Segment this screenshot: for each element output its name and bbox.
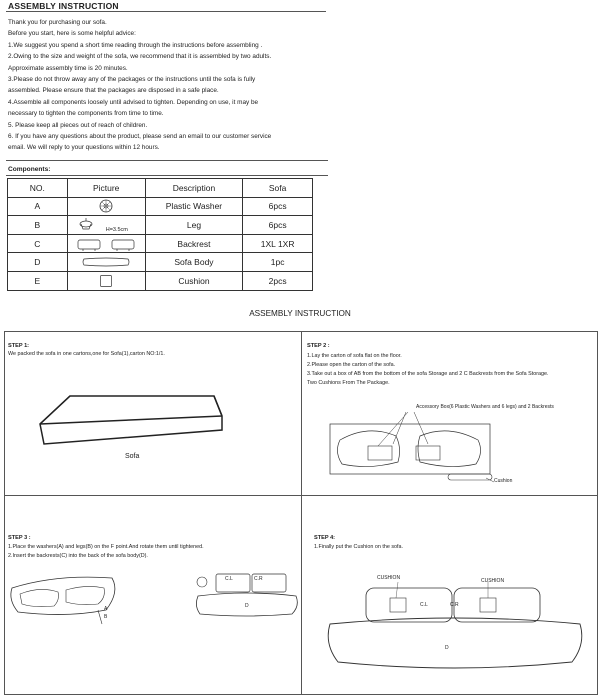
sofa-body-label-s4: D [445, 645, 449, 651]
washer-label-a: A [104, 606, 108, 612]
step2-body [307, 352, 549, 388]
step2-line: 1.Lay the carton of sofa flat on the floor. [307, 353, 402, 359]
step3-title: STEP 3 : [8, 535, 31, 541]
backrest-left-label-s4: C.L [420, 602, 428, 608]
row-desc: Cushion [145, 271, 243, 290]
backrest-right-label: C.R [254, 576, 263, 582]
cushion-picture [67, 271, 145, 290]
leg-height-note: H=3.5cm [105, 226, 128, 233]
intro-line: Before you start, here is some helpful advice: [8, 30, 136, 38]
row-desc: Sofa Body [145, 253, 243, 272]
row-no: C [8, 234, 68, 253]
intro-line: 2.Owing to the size and weight of the sofa, we recommend that it is assembled by two adults. [8, 53, 272, 61]
washer-picture [67, 197, 145, 216]
sofa-underside-illustration [6, 570, 122, 630]
sofa-body-icon [81, 256, 131, 268]
components-label: Components: [8, 166, 51, 173]
table-row [8, 253, 313, 272]
intro-line: 6. If you have any questions about the product, please send an email to our customer service [8, 133, 272, 141]
step1-body: We packed the sofa in one cartons,one for Sofa(1),carton NO:1/1. [8, 351, 165, 357]
step2-line: 3.Take out a box of AB from the bottom of the sofa Storage and 2 C Backrests from the Sofa Storage. [307, 371, 549, 377]
components-divider [6, 175, 328, 176]
intro-line: 4.Assemble all components loosely until advised to tighten. Depending on use, it may be [8, 98, 259, 106]
table-row [8, 271, 313, 290]
intro-line: email. We will reply to your questions within 12 hours. [8, 144, 160, 152]
row-desc: Backrest [145, 234, 243, 253]
page-header-title: ASSEMBLY INSTRUCTION [8, 1, 119, 11]
washer-icon [99, 199, 113, 213]
step4-title: STEP 4: [314, 535, 336, 541]
row-qty: 6pcs [243, 197, 313, 216]
table-header-row [8, 179, 313, 198]
cushion-callout: Cushion [494, 478, 513, 484]
accessory-box-callout: Accessory Box(6 Plastic Washers and 6 legs) and 2 Backrests [416, 404, 554, 410]
table-row [8, 197, 313, 216]
row-desc: Leg [145, 216, 243, 235]
backrest-icon [74, 237, 138, 251]
intro-line: 3.Please do not throw away any of the packages or the instructions until the sofa is fully [8, 76, 256, 84]
header-cell: Sofa [243, 179, 313, 198]
intro-line: Thank you for purchasing our sofa. [8, 19, 107, 26]
row-qty: 6pcs [243, 216, 313, 235]
components-table [7, 178, 313, 291]
step1-title: STEP 1: [8, 343, 30, 349]
intro-line: 1.We suggest you spend a short time reading through the instructions before assembling . [8, 41, 263, 49]
sofa-carton-label: Sofa [125, 453, 140, 460]
assembled-sofa-illustration [324, 582, 586, 674]
step3-body [8, 543, 204, 561]
leg-picture [67, 216, 145, 235]
leg-label-b: B [104, 614, 108, 620]
grid-vertical-divider [301, 331, 302, 695]
step3-line: 1.Place the washers(A) and legs(B) on the F point.And rotate them until tightened. [8, 544, 204, 550]
sofa-body-picture [67, 253, 145, 272]
intro-divider [6, 160, 328, 161]
row-qty: 1XL 1XR [243, 234, 313, 253]
leg-icon [78, 218, 94, 232]
row-qty: 1pc [243, 253, 313, 272]
intro-line: necessary to tighten the components from time to time. [8, 110, 164, 118]
step2-line: Two Cushions From The Package. [307, 380, 390, 386]
backrest-left-label: C.L [225, 576, 233, 582]
cushion-icon [99, 274, 113, 288]
open-carton-illustration [328, 410, 498, 490]
intro-line: 5. Please keep all pieces out of reach of children. [8, 121, 148, 129]
row-no: D [8, 253, 68, 272]
sofa-body-label: D [245, 603, 249, 609]
backrest-picture [67, 234, 145, 253]
header-cell: Picture [67, 179, 145, 198]
row-desc: Plastic Washer [145, 197, 243, 216]
row-no: E [8, 271, 68, 290]
assembly-section-title: ASSEMBLY INSTRUCTION [249, 309, 351, 318]
step2-title: STEP 2 : [307, 343, 330, 349]
backrest-insert-illustration [192, 572, 300, 620]
step3-line: 2.Insert the backrests(C) into the back of the sofa body(D). [8, 553, 148, 559]
table-row [8, 216, 313, 235]
sofa-carton-illustration [36, 394, 226, 446]
step2-line: 2.Please open the carton of the sofa. [307, 362, 396, 368]
cushion-right-label: CUSHION [481, 578, 505, 584]
step4-body: 1.Finally put the Cushion on the sofa. [314, 544, 404, 550]
header-cell: NO. [8, 179, 68, 198]
intro-line: Approximate assembly time is 20 minutes. [8, 64, 128, 72]
intro-text [8, 17, 338, 154]
table-row [8, 234, 313, 253]
row-no: B [8, 216, 68, 235]
grid-horizontal-divider [4, 495, 598, 496]
header-divider [6, 11, 326, 12]
cushion-left-label: CUSHION [377, 575, 401, 581]
row-no: A [8, 197, 68, 216]
row-qty: 2pcs [243, 271, 313, 290]
backrest-right-label-s4: C.R [450, 602, 459, 608]
header-cell: Description [145, 179, 243, 198]
intro-line: assembled. Please ensure that the packages are disposed in a safe place. [8, 87, 219, 95]
